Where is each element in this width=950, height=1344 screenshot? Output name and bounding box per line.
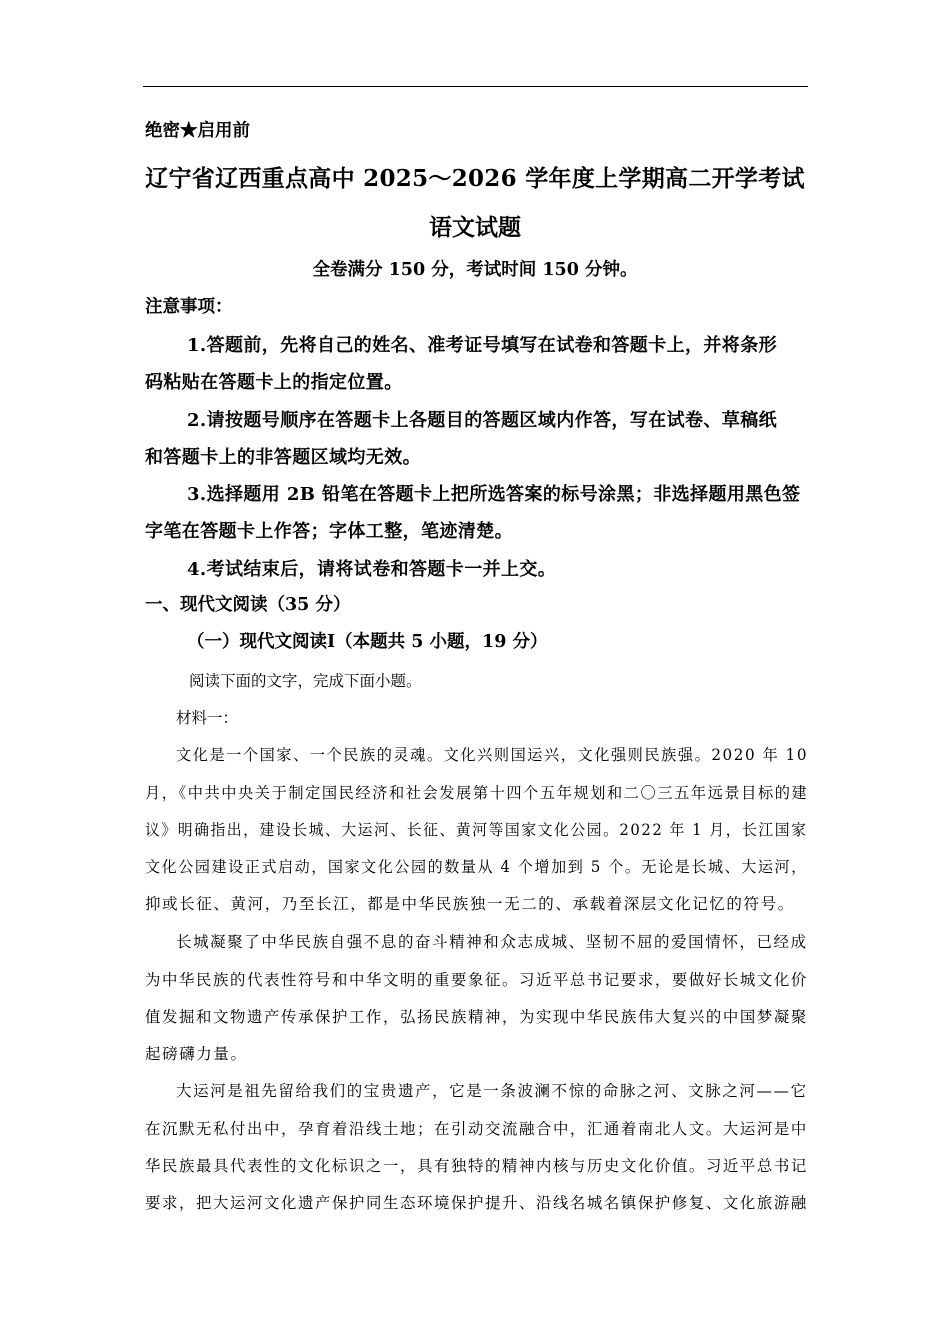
paragraph-2-line-4: 起磅礴力量。 bbox=[145, 1045, 248, 1063]
paragraph-1-line-1: 文化是一个国家、一个民族的灵魂。文化兴则国运兴，文化强则民族强。2020 年 10 bbox=[176, 746, 809, 764]
exam-subject: 语文试题 bbox=[429, 214, 521, 241]
paragraph-3-line-1: 大运河是祖先留给我们的宝贵遗产，它是一条波澜不惊的命脉之河、文脉之河——它 bbox=[176, 1082, 808, 1100]
notice-heading: 注意事项： bbox=[145, 297, 233, 317]
notice-item-2-line-2: 和答题卡上的非答题区域均无效。 bbox=[145, 447, 421, 468]
confidential-label: 绝密★启用前 bbox=[145, 121, 250, 141]
exam-title: 辽宁省辽西重点高中 2025～2026 学年度上学期高二开学考试 bbox=[145, 165, 805, 192]
paragraph-1-line-5: 抑或长征、黄河，乃至长江，都是中华民族独一无二的、承载着深层文化记忆的符号。 bbox=[145, 895, 795, 913]
paragraph-2-line-2: 为中华民族的代表性符号和中华文明的重要象征。习近平总书记要求，要做好长城文化价 bbox=[145, 971, 808, 989]
notice-item-3-line-2: 字笔在答题卡上作答；字体工整，笔迹清楚。 bbox=[145, 521, 513, 542]
notice-item-3-line-1: 3.选择题用 2B 铅笔在答题卡上把所选答案的标号涂黑；非选择题用黑色签 bbox=[187, 484, 801, 505]
paragraph-2-line-1: 长城凝聚了中华民族自强不息的奋斗精神和众志成城、坚韧不屈的爱国情怀，已经成 bbox=[176, 933, 808, 951]
subsection-heading: （一）现代文阅读Ⅰ（本题共 5 小题，19 分） bbox=[187, 632, 548, 652]
paragraph-3-line-4: 要求，把大运河文化遗产保护同生态环境保护提升、沿线名城名镇保护修复、文化旅游融 bbox=[145, 1194, 808, 1212]
paragraph-1-line-4: 文化公园建设正式启动，国家文化公园的数量从 4 个增加到 5 个。无论是长城、大运河， bbox=[145, 858, 808, 876]
paragraph-1-line-2: 月，《中共中央关于制定国民经济和社会发展第十四个五年规划和二〇三五年远景目标的建 bbox=[145, 784, 809, 802]
paragraph-2-line-3: 值发掘和文物遗产传承保护工作，弘扬民族精神，为实现中华民族伟大复兴的中国梦凝聚 bbox=[145, 1008, 808, 1026]
paragraph-3-line-2: 在沉默无私付出中，孕育着沿线土地；在引动交流融合中，汇通着南北人文。大运河是中 bbox=[145, 1120, 808, 1138]
reading-instruction: 阅读下面的文字，完成下面小题。 bbox=[189, 672, 422, 690]
notice-item-2-line-1: 2.请按题号顺序在答题卡上各题目的答题区域内作答，写在试卷、草稿纸 bbox=[187, 410, 777, 431]
notice-item-1-line-1: 1.答题前，先将自己的姓名、准考证号填写在试卷和答题卡上，并将条形 bbox=[187, 335, 777, 356]
section-heading: 一、现代文阅读（35 分） bbox=[145, 595, 351, 615]
notice-item-1-line-2: 码粘贴在答题卡上的指定位置。 bbox=[145, 372, 403, 393]
paragraph-3-line-3: 华民族最具代表性的文化标识之一，具有独特的精神内核与历史文化价值。习近平总书记 bbox=[145, 1157, 808, 1175]
paragraph-1-line-3: 议》明确指出，建设长城、大运河、长征、黄河等国家文化公园。2022 年 1 月，长江国家 bbox=[145, 821, 808, 839]
material-label: 材料一： bbox=[176, 709, 239, 727]
score-time-info: 全卷满分 150 分，考试时间 150 分钟。 bbox=[312, 260, 638, 280]
top-divider bbox=[143, 86, 808, 87]
notice-item-4-line-1: 4.考试结束后，请将试卷和答题卡一并上交。 bbox=[187, 559, 557, 580]
